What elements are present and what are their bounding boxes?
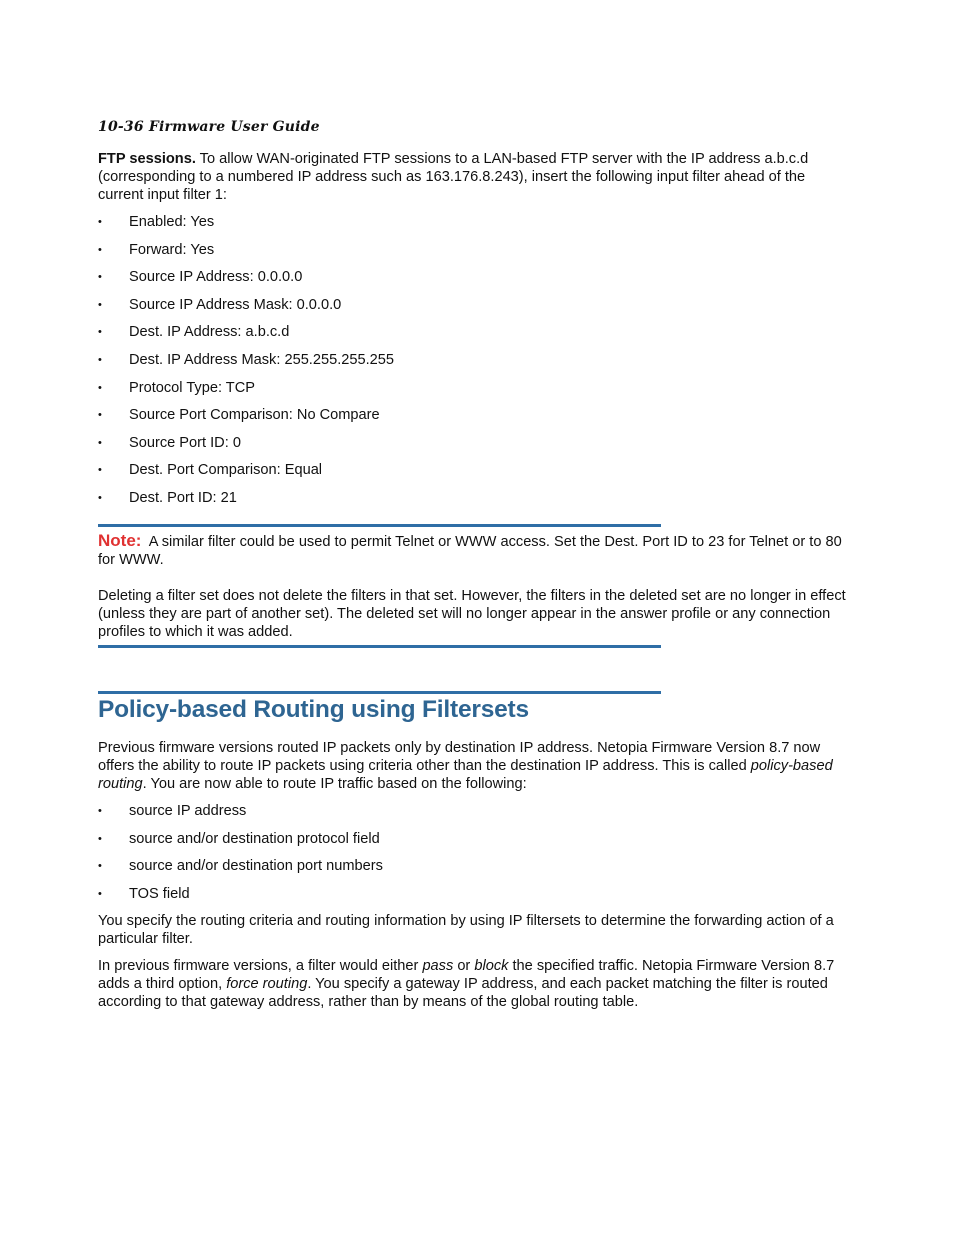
list-item: • Source Port ID: 0 [98,434,241,451]
list-item: • Source IP Address Mask: 0.0.0.0 [98,296,342,313]
section-intro-paragraph: Previous firmware versions routed IP packets only by destination IP address. Netopia Firmware Version 8.7 now offers the ability to route IP packets using criteria other than the destination IP address. This is called policy-based routing. You are now able to route IP traffic based on the following: [98,740,833,792]
list-item: • source and/or destination port numbers [98,858,383,875]
bullet-icon: • [98,860,102,873]
list-item: • TOS field [98,885,190,902]
list-item: • Source IP Address: 0.0.0.0 [98,269,303,286]
bullet-icon: • [98,464,102,477]
list-item: • source IP address [98,803,247,819]
ftp-sessions-text: To allow WAN-originated FTP sessions to a LAN-based FTP server with the IP address a.b.c.d (corresponding to a numbered IP address such as 163.176.8.243), insert the following input filter ahead of the current input filter 1: [98,151,809,203]
note-text: A similar filter could be used to permit Telnet or WWW access. Set the Dest. Port ID to 23 for Telnet or to 80 for WWW. [98,534,842,568]
bullet-icon: • [98,887,102,900]
block-term: block [474,958,509,974]
policy-based-routing-term: policy-based routing [98,758,833,792]
ftp-sessions-paragraph [98,150,854,204]
list-item: • Dest. IP Address: a.b.c.d [98,324,290,341]
force-routing-paragraph: In previous firmware versions, a filter would either pass or block the specified traffic. Netopia Firmware Version 8.7 adds a third option, force routing. You specify a gateway IP address, and each packet matching the filter is routed according to that gateway address, rather than by means of the global routing table. [98,958,835,1010]
note-top-rule [98,524,661,527]
list-item: • Protocol Type: TCP [98,379,255,396]
note-label: Note: [98,531,142,550]
bullet-icon: • [98,491,102,504]
ftp-sessions-lead: FTP sessions. [98,151,196,167]
bullet-icon: • [98,409,102,422]
section-top-rule [98,691,661,694]
section-title: Policy-based Routing using Filtersets [98,696,529,723]
bullet-icon: • [98,832,102,845]
ftp-filter-list [98,213,854,517]
bullet-icon: • [98,381,102,394]
list-item: • source and/or destination protocol field [98,830,380,847]
list-item: • Forward: Yes [98,241,215,258]
note-bottom-rule [98,645,661,648]
routing-criteria-paragraph: You specify the routing criteria and routing information by using IP filtersets to determine the forwarding action of a particular filter. [98,913,834,947]
list-item: • Source Port Comparison: No Compare [98,407,380,424]
bullet-icon: • [98,353,102,366]
force-routing-term: force routing [226,976,308,992]
routing-criteria-list [98,802,854,912]
bullet-icon: • [98,805,102,817]
note-second-paragraph: Deleting a filter set does not delete the filters in that set. However, the filters in the deleted set are no longer in effect (unless they are part of another set). The deleted set will no longer appear in the answer profile or any connection profiles to which it was added. [98,588,846,640]
bullet-icon: • [98,436,102,449]
note-paragraph [98,532,854,569]
list-item: • Dest. Port Comparison: Equal [98,462,323,479]
bullet-icon: • [98,271,102,284]
bullet-icon: • [98,243,102,256]
list-item: • Dest. Port ID: 21 [98,489,237,506]
list-item: • Enabled: Yes [98,214,215,230]
list-item: • Dest. IP Address Mask: 255.255.255.255 [98,351,395,368]
bullet-icon: • [98,216,102,228]
bullet-icon: • [98,326,102,339]
running-head: 10-36 Firmware User Guide [98,119,320,135]
pass-term: pass [422,958,454,974]
bullet-icon: • [98,298,102,311]
